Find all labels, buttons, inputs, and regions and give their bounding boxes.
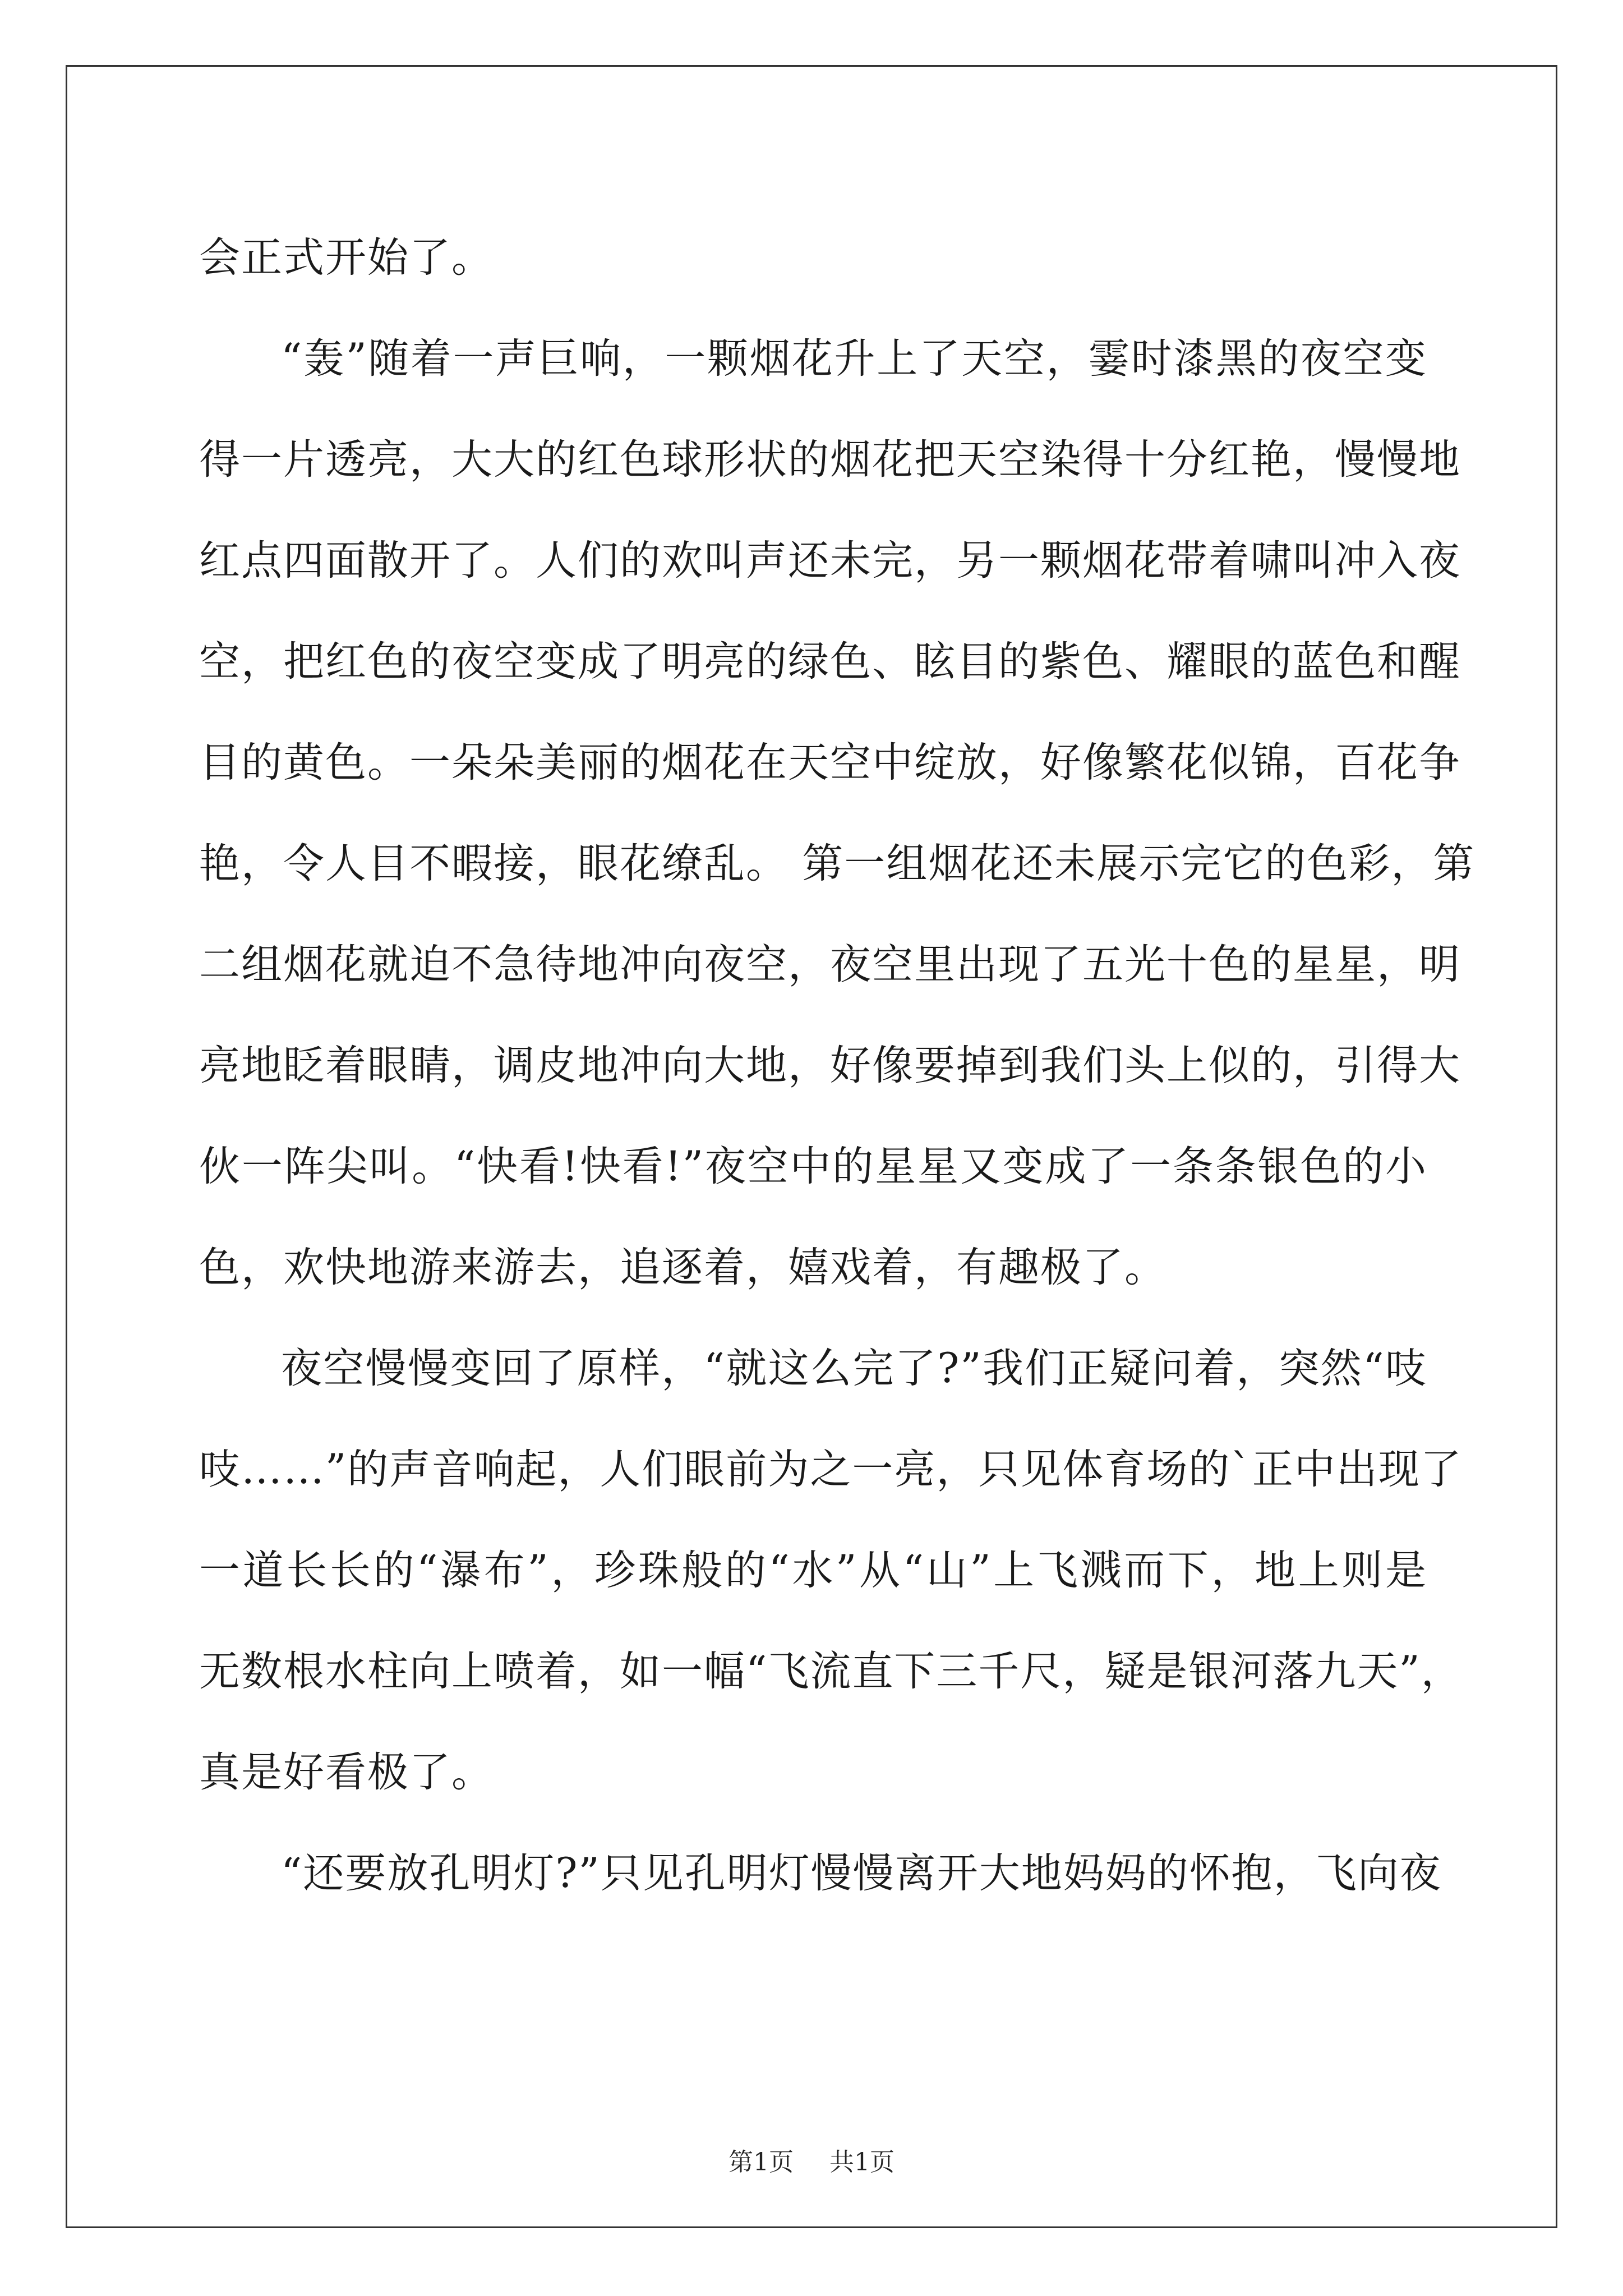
text-line: 得一片透亮，大大的红色球形状的烟花把天空染得十分红艳，慢慢地 (199, 436, 1461, 484)
text-line: 二组烟花就迫不急待地冲向夜空，夜空里出现了五光十色的星星，明 (199, 941, 1461, 988)
text-line: 亮地眨着眼睛，调皮地冲向大地，好像要掉到我们头上似的，引得大 (199, 1042, 1461, 1089)
text-line: 艳，令人目不暇接，眼花缭乱。 第一组烟花还未展示完它的色彩，第 (199, 840, 1476, 887)
text-line: 目的黄色。一朵朵美丽的烟花在天空中绽放，好像繁花似锦，百花争 (199, 739, 1461, 786)
text-line: 一道长长的“瀑布”，珍珠般的“水”从“山”上飞溅而下，地上则是 (199, 1547, 1427, 1594)
text-line: 伙一阵尖叫。“快看!快看!”夜空中的星星又变成了一条条银色的小 (199, 1143, 1427, 1190)
page-number-total: 共1页 (829, 2148, 895, 2177)
text-line: 空，把红色的夜空变成了明亮的绿色、眩目的紫色、耀眼的蓝色和醒 (199, 638, 1461, 685)
text-line: 红点四面散开了。人们的欢叫声还未完，另一颗烟花带着啸叫冲入夜 (199, 537, 1461, 585)
text-line: “还要放孔明灯?”只见孔明灯慢慢离开大地妈妈的怀抱，飞向夜 (281, 1849, 1442, 1897)
text-line: 夜空慢慢变回了原样，“就这么完了?”我们正疑问着，突然“吱 (281, 1345, 1427, 1392)
text-line: 色，欢快地游来游去，追逐着，嬉戏着，有趣极了。 (199, 1244, 1166, 1291)
page-number-current: 第1页 (728, 2148, 794, 2177)
text-line: 吱……”的声音响起，人们眼前为之一亮，只见体育场的`正中出现了 (199, 1446, 1463, 1493)
text-line: “轰”随着一声巨响，一颗烟花升上了天空，霎时漆黑的夜空变 (281, 335, 1427, 383)
page-footer (0, 2146, 1623, 2179)
text-line: 无数根水柱向上喷着，如一幅“飞流直下三千尺，疑是银河落九天”， (199, 1648, 1463, 1695)
text-line: 会正式开始了。 (199, 234, 494, 282)
text-line: 真是好看极了。 (199, 1749, 494, 1796)
document-body (199, 208, 1476, 1924)
